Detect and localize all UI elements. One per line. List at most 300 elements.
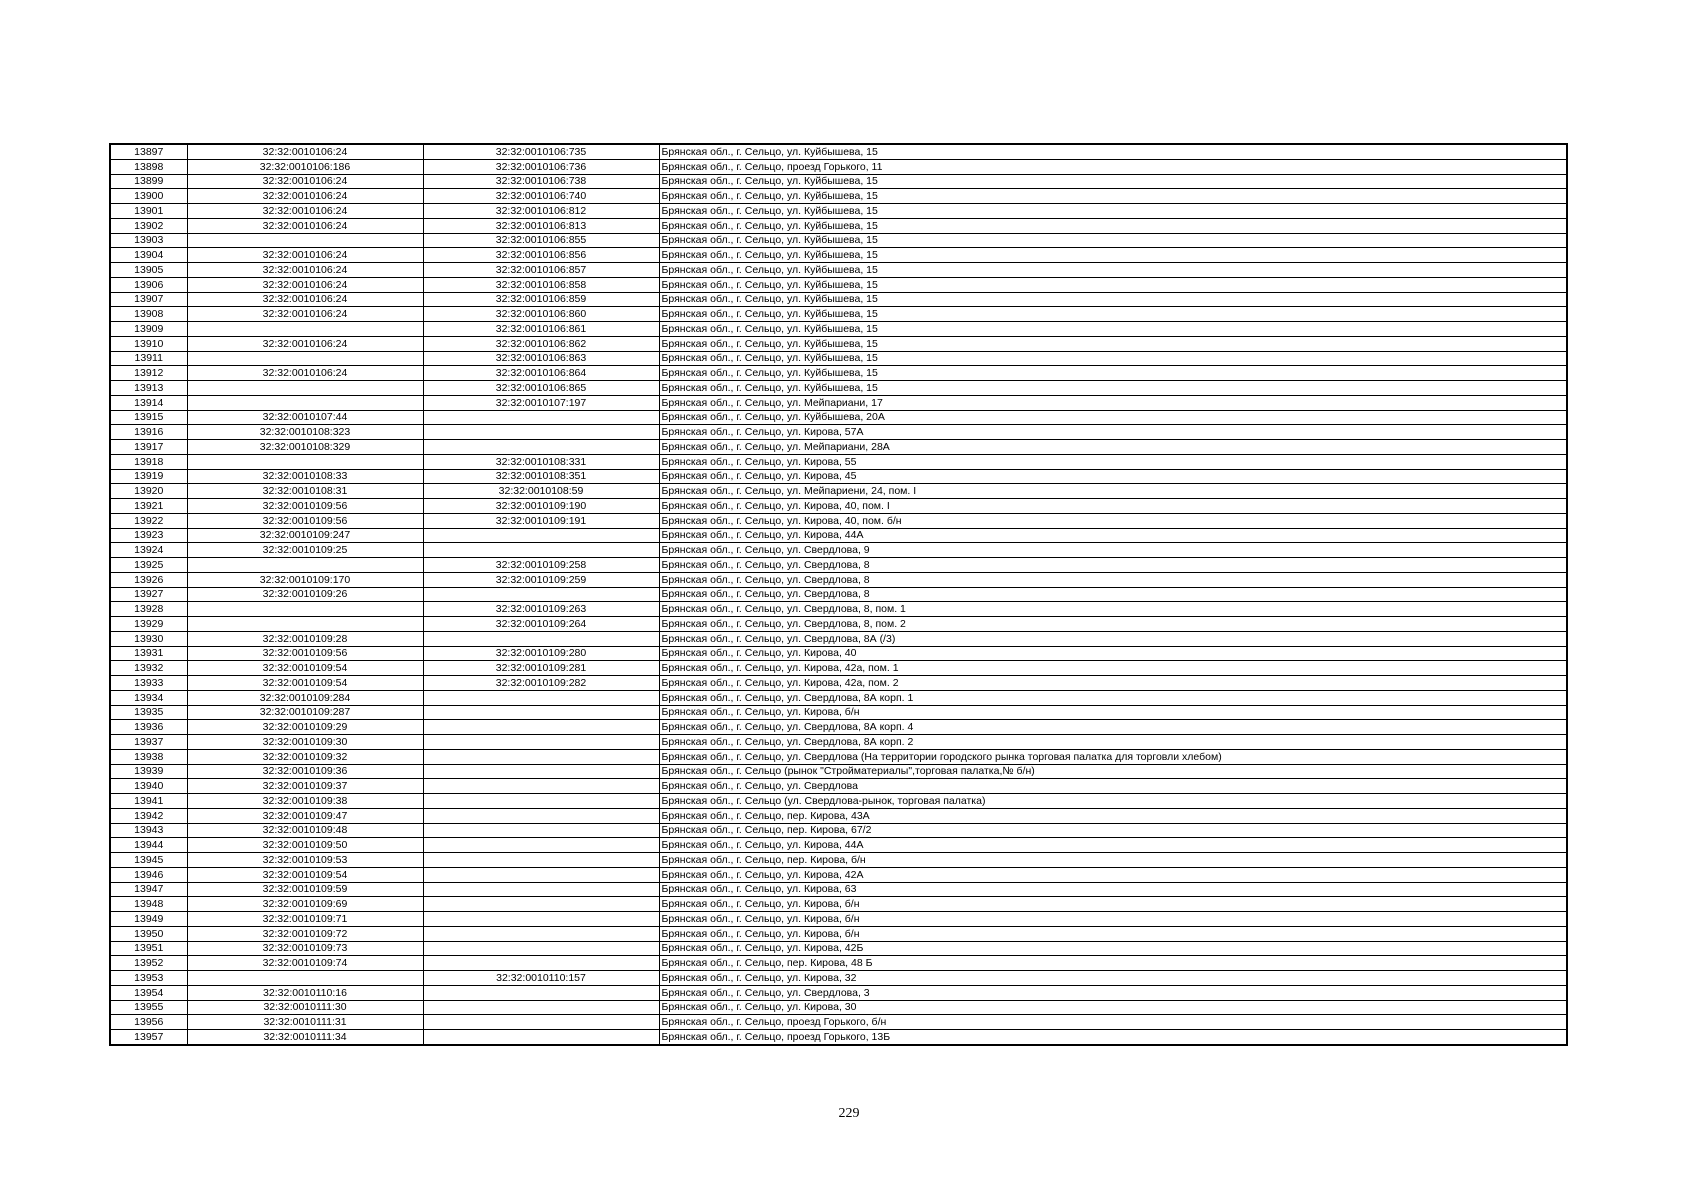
address-cell: Брянская обл., г. Сельцо (рынок "Стройматериалы",торговая палатка,№ б/н) [659,764,1567,779]
cadastral-number-object-cell [423,956,659,971]
cadastral-number-object-cell [423,410,659,425]
cadastral-number-parcel-cell: 32:32:0010109:284 [187,690,423,705]
table-row [110,366,1567,381]
cadastral-number-parcel-cell: 32:32:0010107:44 [187,410,423,425]
address-cell: Брянская обл., г. Сельцо, ул. Кирова, 42А [659,867,1567,882]
row-number-cell: 13929 [110,617,187,632]
table-row [110,204,1567,219]
cadastral-number-object-cell: 32:32:0010109:264 [423,617,659,632]
address-cell: Брянская обл., г. Сельцо, ул. Кирова, 55 [659,454,1567,469]
row-number-cell: 13941 [110,794,187,809]
cadastral-number-object-cell: 32:32:0010109:258 [423,558,659,573]
table-row [110,351,1567,366]
address-cell: Брянская обл., г. Сельцо, ул. Свердлова, 8А корп. 2 [659,735,1567,750]
cadastral-number-parcel-cell: 32:32:0010109:54 [187,676,423,691]
address-cell: Брянская обл., г. Сельцо, ул. Куйбышева, 15 [659,381,1567,396]
table-row [110,705,1567,720]
table-row [110,764,1567,779]
row-number-cell: 13903 [110,233,187,248]
cadastral-number-parcel-cell: 32:32:0010109:48 [187,823,423,838]
address-cell: Брянская обл., г. Сельцо, ул. Свердлова, 8А корп. 4 [659,720,1567,735]
table-row [110,189,1567,204]
cadastral-number-parcel-cell [187,602,423,617]
table-row [110,144,1567,159]
table-row [110,676,1567,691]
cadastral-number-parcel-cell: 32:32:0010109:32 [187,749,423,764]
address-cell: Брянская обл., г. Сельцо, ул. Куйбышева, 15 [659,263,1567,278]
cadastral-number-object-cell [423,823,659,838]
cadastral-number-object-cell [423,897,659,912]
cadastral-number-object-cell [423,853,659,868]
row-number-cell: 13936 [110,720,187,735]
row-number-cell: 13953 [110,971,187,986]
address-cell: Брянская обл., г. Сельцо, ул. Свердлова, 3 [659,985,1567,1000]
row-number-cell: 13898 [110,159,187,174]
table-row [110,838,1567,853]
table-row [110,425,1567,440]
table-row [110,381,1567,396]
cadastral-number-parcel-cell: 32:32:0010109:29 [187,720,423,735]
address-cell: Брянская обл., г. Сельцо, ул. Куйбышева, 15 [659,336,1567,351]
cadastral-number-parcel-cell: 32:32:0010108:329 [187,440,423,455]
address-cell: Брянская обл., г. Сельцо, ул. Куйбышева, 15 [659,351,1567,366]
cadastral-number-parcel-cell: 32:32:0010109:56 [187,499,423,514]
address-cell: Брянская обл., г. Сельцо, пер. Кирова, 67/2 [659,823,1567,838]
cadastral-number-parcel-cell: 32:32:0010106:24 [187,248,423,263]
cadastral-number-object-cell [423,926,659,941]
cadastral-number-object-cell: 32:32:0010106:856 [423,248,659,263]
table-row [110,513,1567,528]
row-number-cell: 13900 [110,189,187,204]
table-row [110,631,1567,646]
cadastral-number-parcel-cell: 32:32:0010109:73 [187,941,423,956]
cadastral-number-object-cell [423,735,659,750]
cadastral-number-object-cell [423,528,659,543]
table-row [110,779,1567,794]
row-number-cell: 13902 [110,218,187,233]
cadastral-number-object-cell: 32:32:0010106:862 [423,336,659,351]
registry-table [109,143,1568,1046]
table-row [110,646,1567,661]
cadastral-number-object-cell [423,440,659,455]
table-row [110,690,1567,705]
cadastral-number-parcel-cell: 32:32:0010109:72 [187,926,423,941]
cadastral-number-object-cell: 32:32:0010109:281 [423,661,659,676]
cadastral-number-object-cell: 32:32:0010108:351 [423,469,659,484]
address-cell: Брянская обл., г. Сельцо, ул. Свердлова, 8, пом. 2 [659,617,1567,632]
cadastral-number-object-cell [423,690,659,705]
cadastral-number-object-cell: 32:32:0010106:855 [423,233,659,248]
address-cell: Брянская обл., г. Сельцо, ул. Мейпариени, 24, пом. I [659,484,1567,499]
cadastral-number-parcel-cell [187,233,423,248]
cadastral-number-parcel-cell: 32:32:0010106:24 [187,189,423,204]
cadastral-number-object-cell [423,631,659,646]
address-cell: Брянская обл., г. Сельцо, пер. Кирова, 48 Б [659,956,1567,971]
cadastral-number-object-cell: 32:32:0010106:738 [423,174,659,189]
cadastral-number-object-cell [423,764,659,779]
registry-table-body [110,144,1567,1045]
address-cell: Брянская обл., г. Сельцо, ул. Мейпариани, 28А [659,440,1567,455]
cadastral-number-object-cell [423,838,659,853]
cadastral-number-object-cell: 32:32:0010108:331 [423,454,659,469]
row-number-cell: 13906 [110,277,187,292]
row-number-cell: 13913 [110,381,187,396]
row-number-cell: 13946 [110,867,187,882]
row-number-cell: 13943 [110,823,187,838]
cadastral-number-parcel-cell: 32:32:0010110:16 [187,985,423,1000]
address-cell: Брянская обл., г. Сельцо, пер. Кирова, б/н [659,853,1567,868]
row-number-cell: 13957 [110,1030,187,1045]
table-row [110,218,1567,233]
address-cell: Брянская обл., г. Сельцо, ул. Куйбышева, 15 [659,277,1567,292]
table-row [110,248,1567,263]
table-row [110,985,1567,1000]
cadastral-number-parcel-cell: 32:32:0010108:33 [187,469,423,484]
address-cell: Брянская обл., г. Сельцо, проезд Горького, б/н [659,1015,1567,1030]
row-number-cell: 13912 [110,366,187,381]
cadastral-number-object-cell [423,749,659,764]
address-cell: Брянская обл., г. Сельцо, ул. Свердлова, 8 [659,558,1567,573]
address-cell: Брянская обл., г. Сельцо, ул. Куйбышева, 15 [659,204,1567,219]
cadastral-number-object-cell [423,941,659,956]
row-number-cell: 13921 [110,499,187,514]
row-number-cell: 13947 [110,882,187,897]
table-row [110,794,1567,809]
address-cell: Брянская обл., г. Сельцо, ул. Кирова, 40, пом. б/н [659,513,1567,528]
row-number-cell: 13937 [110,735,187,750]
row-number-cell: 13930 [110,631,187,646]
row-number-cell: 13914 [110,395,187,410]
row-number-cell: 13945 [110,853,187,868]
table-row [110,543,1567,558]
table-row [110,159,1567,174]
table-row [110,499,1567,514]
cadastral-number-object-cell [423,425,659,440]
address-cell: Брянская обл., г. Сельцо, ул. Свердлова, 9 [659,543,1567,558]
cadastral-number-parcel-cell: 32:32:0010108:323 [187,425,423,440]
row-number-cell: 13952 [110,956,187,971]
cadastral-number-object-cell: 32:32:0010106:864 [423,366,659,381]
cadastral-number-object-cell: 32:32:0010109:282 [423,676,659,691]
row-number-cell: 13905 [110,263,187,278]
row-number-cell: 13955 [110,1000,187,1015]
cadastral-number-object-cell [423,882,659,897]
table-row [110,233,1567,248]
table-row [110,292,1567,307]
address-cell: Брянская обл., г. Сельцо (ул. Свердлова-рынок, торговая палатка) [659,794,1567,809]
cadastral-number-parcel-cell: 32:32:0010109:30 [187,735,423,750]
row-number-cell: 13916 [110,425,187,440]
cadastral-number-parcel-cell: 32:32:0010109:247 [187,528,423,543]
cadastral-number-parcel-cell [187,558,423,573]
row-number-cell: 13942 [110,808,187,823]
table-row [110,277,1567,292]
cadastral-number-object-cell: 32:32:0010106:736 [423,159,659,174]
row-number-cell: 13899 [110,174,187,189]
cadastral-number-object-cell [423,705,659,720]
cadastral-number-parcel-cell [187,322,423,337]
row-number-cell: 13933 [110,676,187,691]
table-row [110,174,1567,189]
table-row [110,882,1567,897]
table-row [110,307,1567,322]
cadastral-number-object-cell: 32:32:0010110:157 [423,971,659,986]
row-number-cell: 13939 [110,764,187,779]
table-row [110,735,1567,750]
row-number-cell: 13932 [110,661,187,676]
address-cell: Брянская обл., г. Сельцо, ул. Свердлова (На территории городского рынка торговая палатка для торговли хлебом) [659,749,1567,764]
table-row [110,808,1567,823]
cadastral-number-parcel-cell: 32:32:0010111:30 [187,1000,423,1015]
row-number-cell: 13901 [110,204,187,219]
cadastral-number-object-cell: 32:32:0010109:191 [423,513,659,528]
cadastral-number-parcel-cell [187,454,423,469]
table-row [110,853,1567,868]
cadastral-number-object-cell: 32:32:0010109:280 [423,646,659,661]
cadastral-number-object-cell [423,794,659,809]
row-number-cell: 13934 [110,690,187,705]
address-cell: Брянская обл., г. Сельцо, проезд Горького, 13Б [659,1030,1567,1045]
address-cell: Брянская обл., г. Сельцо, ул. Куйбышева, 15 [659,189,1567,204]
row-number-cell: 13924 [110,543,187,558]
cadastral-number-parcel-cell: 32:32:0010106:24 [187,336,423,351]
table-row [110,572,1567,587]
table-row [110,528,1567,543]
row-number-cell: 13928 [110,602,187,617]
cadastral-number-parcel-cell: 32:32:0010109:26 [187,587,423,602]
cadastral-number-object-cell [423,985,659,1000]
row-number-cell: 13907 [110,292,187,307]
cadastral-number-parcel-cell: 32:32:0010111:31 [187,1015,423,1030]
row-number-cell: 13923 [110,528,187,543]
address-cell: Брянская обл., г. Сельцо, ул. Куйбышева, 15 [659,307,1567,322]
cadastral-number-object-cell: 32:32:0010109:259 [423,572,659,587]
cadastral-number-object-cell [423,720,659,735]
address-cell: Брянская обл., г. Сельцо, ул. Свердлова, 8А корп. 1 [659,690,1567,705]
cadastral-number-object-cell [423,1000,659,1015]
address-cell: Брянская обл., г. Сельцо, ул. Кирова, 30 [659,1000,1567,1015]
table-row [110,602,1567,617]
address-cell: Брянская обл., г. Сельцо, проезд Горького, 11 [659,159,1567,174]
row-number-cell: 13925 [110,558,187,573]
cadastral-number-object-cell [423,587,659,602]
address-cell: Брянская обл., г. Сельцо, ул. Свердлова, 8А (/3) [659,631,1567,646]
address-cell: Брянская обл., г. Сельцо, ул. Свердлова, 8 [659,572,1567,587]
table-row [110,867,1567,882]
cadastral-number-object-cell: 32:32:0010106:858 [423,277,659,292]
cadastral-number-object-cell: 32:32:0010107:197 [423,395,659,410]
cadastral-number-parcel-cell [187,351,423,366]
cadastral-number-parcel-cell: 32:32:0010109:74 [187,956,423,971]
row-number-cell: 13948 [110,897,187,912]
table-row [110,1030,1567,1045]
table-row [110,1015,1567,1030]
address-cell: Брянская обл., г. Сельцо, ул. Куйбышева, 15 [659,218,1567,233]
cadastral-number-parcel-cell: 32:32:0010106:24 [187,366,423,381]
cadastral-number-parcel-cell: 32:32:0010109:28 [187,631,423,646]
cadastral-number-parcel-cell: 32:32:0010106:24 [187,277,423,292]
row-number-cell: 13950 [110,926,187,941]
cadastral-number-object-cell [423,543,659,558]
cadastral-number-object-cell [423,1030,659,1045]
row-number-cell: 13911 [110,351,187,366]
row-number-cell: 13918 [110,454,187,469]
cadastral-number-parcel-cell: 32:32:0010109:36 [187,764,423,779]
table-row [110,440,1567,455]
cadastral-number-object-cell: 32:32:0010109:263 [423,602,659,617]
cadastral-number-object-cell: 32:32:0010106:859 [423,292,659,307]
address-cell: Брянская обл., г. Сельцо, ул. Кирова, 42Б [659,941,1567,956]
address-cell: Брянская обл., г. Сельцо, ул. Куйбышева, 15 [659,292,1567,307]
cadastral-number-parcel-cell: 32:32:0010106:24 [187,174,423,189]
cadastral-number-parcel-cell: 32:32:0010109:56 [187,513,423,528]
cadastral-number-parcel-cell: 32:32:0010106:24 [187,292,423,307]
cadastral-number-parcel-cell: 32:32:0010106:186 [187,159,423,174]
cadastral-number-object-cell: 32:32:0010106:860 [423,307,659,322]
table-row [110,410,1567,425]
cadastral-number-parcel-cell: 32:32:0010109:25 [187,543,423,558]
cadastral-number-object-cell: 32:32:0010106:863 [423,351,659,366]
table-row [110,971,1567,986]
address-cell: Брянская обл., г. Сельцо, ул. Свердлова, 8 [659,587,1567,602]
address-cell: Брянская обл., г. Сельцо, ул. Кирова, 32 [659,971,1567,986]
table-row [110,897,1567,912]
address-cell: Брянская обл., г. Сельцо, ул. Кирова, 57А [659,425,1567,440]
row-number-cell: 13908 [110,307,187,322]
table-row [110,322,1567,337]
row-number-cell: 13931 [110,646,187,661]
address-cell: Брянская обл., г. Сельцо, ул. Кирова, 42а, пом. 1 [659,661,1567,676]
cadastral-number-parcel-cell: 32:32:0010106:24 [187,218,423,233]
cadastral-number-parcel-cell [187,971,423,986]
address-cell: Брянская обл., г. Сельцо, ул. Куйбышева, 15 [659,366,1567,381]
cadastral-number-parcel-cell: 32:32:0010106:24 [187,144,423,159]
table-row [110,912,1567,927]
cadastral-number-object-cell: 32:32:0010109:190 [423,499,659,514]
address-cell: Брянская обл., г. Сельцо, ул. Кирова, 44А [659,838,1567,853]
address-cell: Брянская обл., г. Сельцо, ул. Куйбышева, 15 [659,248,1567,263]
cadastral-number-parcel-cell: 32:32:0010108:31 [187,484,423,499]
table-row [110,926,1567,941]
row-number-cell: 13922 [110,513,187,528]
row-number-cell: 13926 [110,572,187,587]
address-cell: Брянская обл., г. Сельцо, ул. Кирова, б/н [659,926,1567,941]
cadastral-number-parcel-cell: 32:32:0010109:37 [187,779,423,794]
address-cell: Брянская обл., г. Сельцо, ул. Кирова, 42а, пом. 2 [659,676,1567,691]
address-cell: Брянская обл., г. Сельцо, ул. Кирова, 45 [659,469,1567,484]
address-cell: Брянская обл., г. Сельцо, ул. Кирова, 44А [659,528,1567,543]
table-row [110,587,1567,602]
row-number-cell: 13949 [110,912,187,927]
cadastral-number-object-cell: 32:32:0010106:857 [423,263,659,278]
cadastral-number-parcel-cell: 32:32:0010109:53 [187,853,423,868]
cadastral-number-object-cell: 32:32:0010108:59 [423,484,659,499]
cadastral-number-parcel-cell: 32:32:0010111:34 [187,1030,423,1045]
cadastral-number-parcel-cell: 32:32:0010106:24 [187,263,423,278]
table-row [110,823,1567,838]
cadastral-number-parcel-cell: 32:32:0010109:69 [187,897,423,912]
table-row [110,661,1567,676]
cadastral-number-parcel-cell: 32:32:0010109:56 [187,646,423,661]
row-number-cell: 13915 [110,410,187,425]
cadastral-number-parcel-cell: 32:32:0010109:54 [187,661,423,676]
address-cell: Брянская обл., г. Сельцо, ул. Кирова, 40, пом. I [659,499,1567,514]
page-number: 229 [838,1106,860,1121]
cadastral-number-parcel-cell: 32:32:0010106:24 [187,307,423,322]
table-row [110,956,1567,971]
row-number-cell: 13904 [110,248,187,263]
cadastral-number-object-cell [423,867,659,882]
cadastral-number-parcel-cell: 32:32:0010109:71 [187,912,423,927]
row-number-cell: 13897 [110,144,187,159]
cadastral-number-parcel-cell: 32:32:0010109:170 [187,572,423,587]
cadastral-number-parcel-cell: 32:32:0010109:47 [187,808,423,823]
address-cell: Брянская обл., г. Сельцо, ул. Куйбышева, 15 [659,233,1567,248]
address-cell: Брянская обл., г. Сельцо, ул. Куйбышева, 15 [659,174,1567,189]
address-cell: Брянская обл., г. Сельцо, ул. Кирова, 40 [659,646,1567,661]
row-number-cell: 13920 [110,484,187,499]
row-number-cell: 13927 [110,587,187,602]
row-number-cell: 13951 [110,941,187,956]
row-number-cell: 13909 [110,322,187,337]
cadastral-number-parcel-cell [187,617,423,632]
row-number-cell: 13917 [110,440,187,455]
address-cell: Брянская обл., г. Сельцо, ул. Кирова, 63 [659,882,1567,897]
row-number-cell: 13935 [110,705,187,720]
row-number-cell: 13956 [110,1015,187,1030]
table-row [110,749,1567,764]
cadastral-number-object-cell: 32:32:0010106:735 [423,144,659,159]
cadastral-number-parcel-cell: 32:32:0010109:287 [187,705,423,720]
cadastral-number-object-cell: 32:32:0010106:813 [423,218,659,233]
address-cell: Брянская обл., г. Сельцо, ул. Кирова, б/н [659,912,1567,927]
cadastral-number-parcel-cell: 32:32:0010109:59 [187,882,423,897]
address-cell: Брянская обл., г. Сельцо, ул. Свердлова [659,779,1567,794]
table-row [110,720,1567,735]
table-row [110,469,1567,484]
address-cell: Брянская обл., г. Сельцо, ул. Свердлова, 8, пом. 1 [659,602,1567,617]
cadastral-number-parcel-cell: 32:32:0010109:38 [187,794,423,809]
table-row [110,454,1567,469]
cadastral-number-object-cell [423,808,659,823]
cadastral-number-object-cell: 32:32:0010106:812 [423,204,659,219]
cadastral-number-parcel-cell [187,395,423,410]
address-cell: Брянская обл., г. Сельцо, ул. Кирова, б/н [659,897,1567,912]
row-number-cell: 13910 [110,336,187,351]
table-row [110,484,1567,499]
cadastral-number-parcel-cell: 32:32:0010109:54 [187,867,423,882]
cadastral-number-parcel-cell: 32:32:0010109:50 [187,838,423,853]
table-row [110,263,1567,278]
row-number-cell: 13940 [110,779,187,794]
row-number-cell: 13938 [110,749,187,764]
cadastral-number-object-cell: 32:32:0010106:861 [423,322,659,337]
address-cell: Брянская обл., г. Сельцо, ул. Куйбышева, 20А [659,410,1567,425]
address-cell: Брянская обл., г. Сельцо, ул. Куйбышева, 15 [659,144,1567,159]
table-row [110,395,1567,410]
cadastral-number-parcel-cell [187,381,423,396]
table-row [110,558,1567,573]
row-number-cell: 13944 [110,838,187,853]
row-number-cell: 13919 [110,469,187,484]
table-row [110,941,1567,956]
address-cell: Брянская обл., г. Сельцо, ул. Мейпариани, 17 [659,395,1567,410]
address-cell: Брянская обл., г. Сельцо, ул. Кирова, б/н [659,705,1567,720]
cadastral-number-object-cell: 32:32:0010106:865 [423,381,659,396]
cadastral-number-object-cell [423,1015,659,1030]
table-row [110,336,1567,351]
address-cell: Брянская обл., г. Сельцо, ул. Куйбышева, 15 [659,322,1567,337]
